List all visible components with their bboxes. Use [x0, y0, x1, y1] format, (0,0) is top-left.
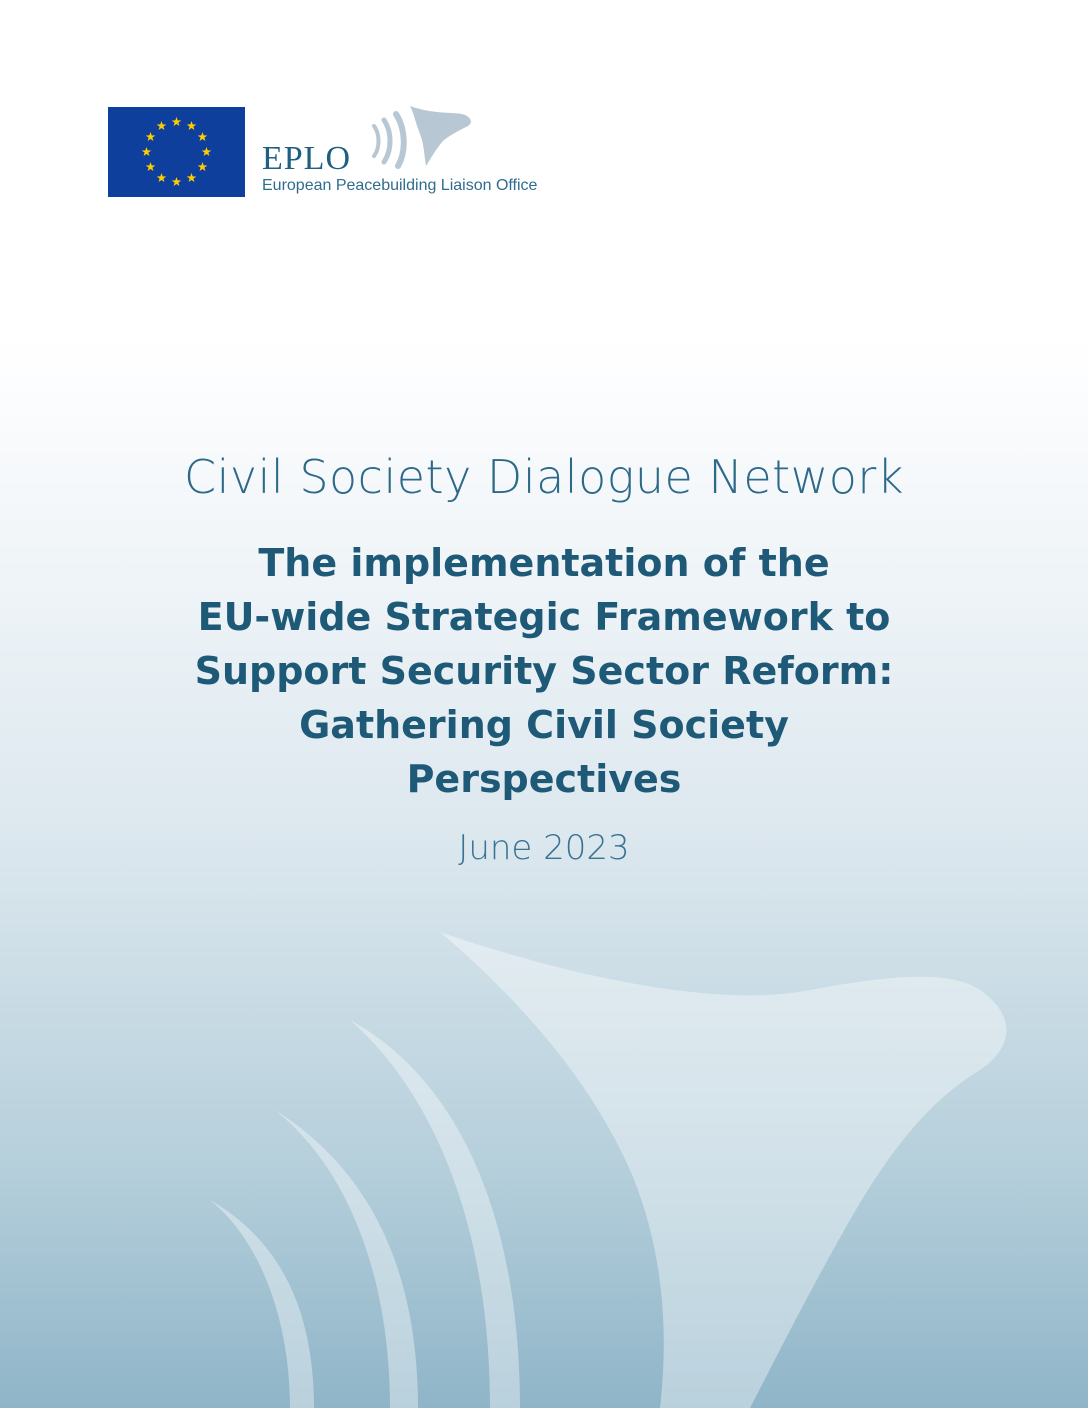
star-icon	[146, 162, 156, 171]
star-icon	[202, 147, 212, 156]
title-line: Gathering Civil Society	[299, 703, 789, 747]
org-full-name: European Peacebuilding Liaison Office	[262, 177, 538, 194]
title-line: The implementation of the	[258, 541, 830, 585]
report-title	[100, 536, 988, 806]
star-icon	[198, 132, 208, 141]
star-icon	[187, 121, 197, 130]
network-heading: Civil Society Dialogue Network	[184, 450, 904, 504]
dove-logo-icon	[370, 104, 474, 172]
eu-stars	[108, 107, 245, 197]
title-line: Perspectives	[406, 757, 682, 801]
report-date: June 2023	[458, 828, 630, 868]
eu-flag-icon	[108, 107, 245, 197]
star-icon	[198, 162, 208, 171]
title-line: Support Security Sector Reform:	[194, 649, 894, 693]
title-line: EU-wide Strategic Framework to	[197, 595, 891, 639]
star-icon	[172, 177, 182, 186]
star-icon	[146, 132, 156, 141]
star-icon	[142, 147, 152, 156]
star-icon	[157, 173, 167, 182]
dove-watermark-icon	[190, 920, 1050, 1408]
org-name: EPLO	[262, 140, 351, 177]
star-icon	[172, 117, 182, 126]
star-icon	[157, 121, 167, 130]
star-icon	[187, 173, 197, 182]
